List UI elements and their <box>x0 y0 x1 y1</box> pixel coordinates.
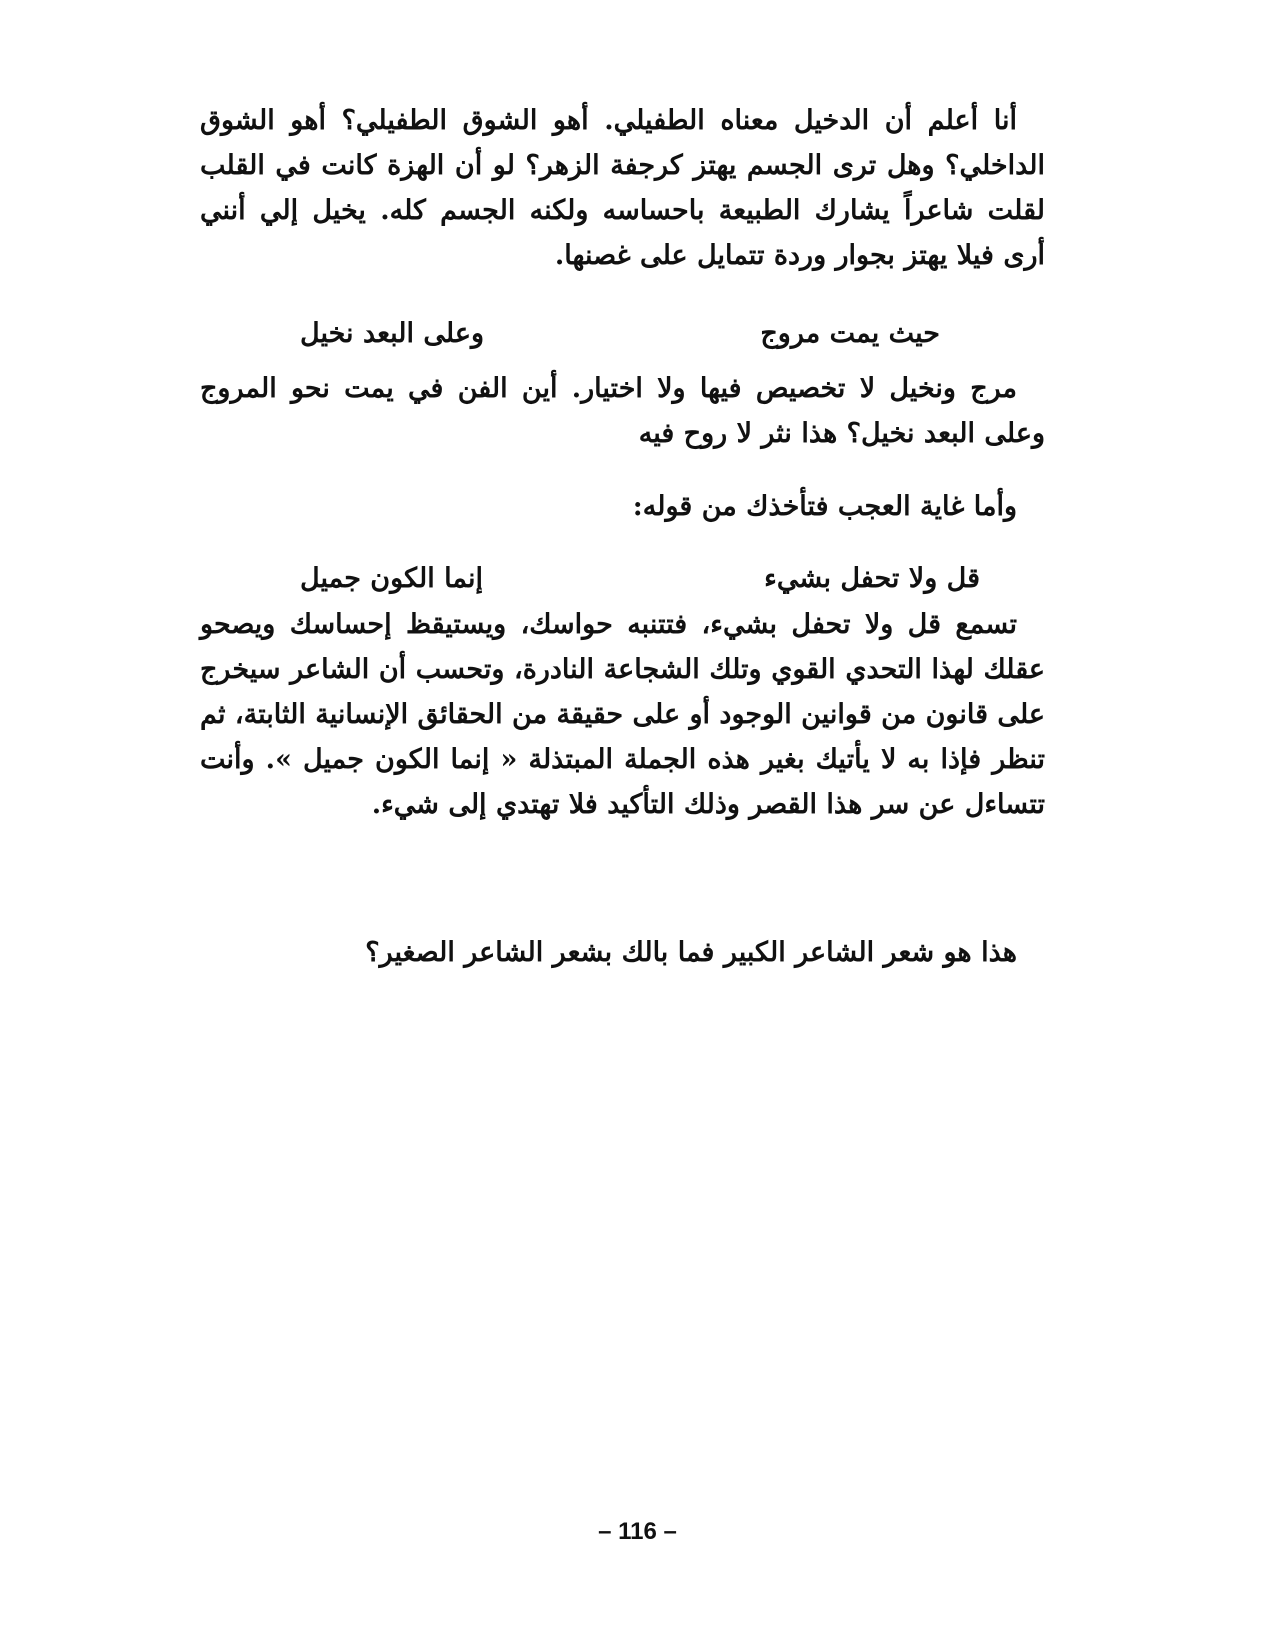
verse-2-second-hemistich: إنما الكون جميل <box>300 563 483 594</box>
paragraph-1 <box>200 98 1045 278</box>
verse-1-second-hemistich: وعلى البعد نخيل <box>300 318 485 349</box>
paragraph-3-text: وأما غاية العجب فتأخذك من قوله: <box>632 491 1017 522</box>
verse-2 <box>300 556 980 601</box>
page-number: – 116 – <box>598 1518 677 1545</box>
paragraph-4-text: تسمع قل ولا تحفل بشيء، فتتنبه حواسك، ويستيقظ إحساسك ويصحو عقلك لهذا التحدي القوي وتلك الشجاعة النادرة، وتحسب أن الشاعر سيخرج على قانون من قوانين الوجود أو على حقيقة من الحقائق الإنسانية الثابتة، ثم تنظر فإذا به لا يأتيك بغير هذه الجملة المبتذلة « إنما الكون جميل ». وأنت تتساءل عن سر هذا القصر وذلك التأكيد فلا تهتدي إلى شيء. <box>200 609 1045 820</box>
paragraph-4 <box>200 602 1045 827</box>
paragraph-5-text: هذا هو شعر الشاعر الكبير فما بالك بشعر الشاعر الصغير؟ <box>365 937 1017 968</box>
paragraph-2-text: مرج ونخيل لا تخصيص فيها ولا اختيار. أين الفن في يمت نحو المروج وعلى البعد نخيل؟ هذا نثر لا روح فيه <box>200 373 1045 449</box>
paragraph-5 <box>200 930 1045 975</box>
paragraph-3 <box>200 484 1045 529</box>
paragraph-1-text: أنا أعلم أن الدخيل معناه الطفيلي. أهو الشوق الطفيلي؟ أهو الشوق الداخلي؟ وهل ترى الجسم يهتز كرجفة الزهر؟ لو أن الهزة كانت في القلب لقلت شاعراً يشارك الطبيعة باحساسه ولكنه الجسم كله. يخيل إلي أنني أرى فيلا يهتز بجوار وردة تتمايل على غصنها. <box>200 105 1045 271</box>
verse-1 <box>300 311 940 356</box>
verse-2-first-hemistich: قل ولا تحفل بشيء <box>764 563 980 594</box>
paragraph-2 <box>200 366 1045 456</box>
verse-1-first-hemistich: حيث يمت مروج <box>760 318 940 349</box>
